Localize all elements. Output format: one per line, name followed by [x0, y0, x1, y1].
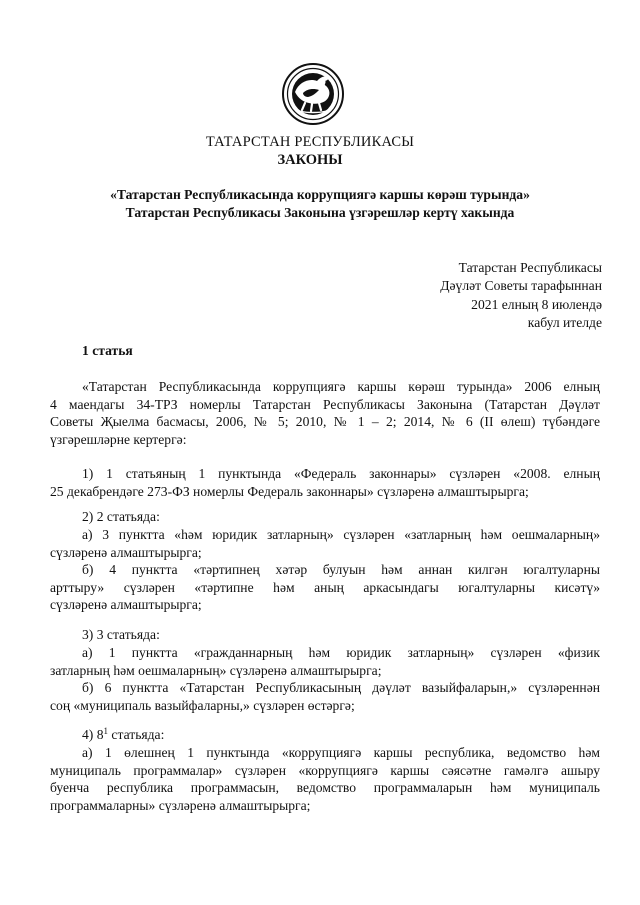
- item-4-heading: [50, 726, 600, 744]
- subject-line-2: Татарстан Республикасы Законына үзгәрешләр кертү хакында: [125, 205, 515, 220]
- article-intro-paragraph: [50, 378, 600, 448]
- item-2b-paragraph: [50, 561, 600, 614]
- text-line: 25 декабрендәге 273-ФЗ номерлы Федераль законнары» сүзләренә алмаштырырга;: [50, 483, 529, 499]
- text-line: а) 3 пунктта «һәм юридик затларның» сүзләрен «затларның һәм оешмаларның»: [82, 527, 600, 542]
- item-3a-paragraph: [50, 644, 600, 679]
- item-4-heading-rest: статьяда:: [108, 727, 165, 742]
- adoption-note: [440, 259, 602, 332]
- text-line: б) 4 пунктта «тәртипнең хәтәр булуын һәм аннан килгән югалтуларны: [82, 562, 600, 577]
- item-4a-paragraph: [50, 744, 600, 814]
- text-line: б) 6 пунктта «Татарстан Республикасының дәүләт вазыйфаларын,» сүзләреннән: [82, 680, 600, 695]
- item-2a-paragraph: [50, 526, 600, 561]
- adoption-line-2: Дәүләт Советы тарафыннан: [440, 278, 602, 294]
- text-line: 4 маендагы 34-ТРЗ номерлы Татарстан Республикасы Законына (Татарстан Дәүләт: [50, 396, 600, 412]
- tatarstan-emblem-icon: [281, 62, 345, 126]
- text-line: 3) 3 статьяда:: [82, 627, 160, 642]
- item-2-heading: [50, 508, 600, 526]
- text-line: Советы Җыелма басмасы, 2006, № 5; 2010, № 1 – 2; 2014, № 6 (II өлеш) түбәндәге: [50, 414, 600, 430]
- text-line: «Татарстан Республикасында коррупциягә каршы көрәш турында» 2006 елның: [82, 379, 600, 394]
- text-line: а) 1 өлешнең 1 пунктында «коррупциягә каршы республика, ведомство һәм: [82, 745, 600, 760]
- adoption-line-3: 2021 елның 8 июлендә: [471, 296, 602, 312]
- adoption-line-4: кабул ителде: [527, 314, 602, 330]
- item-3b-paragraph: [50, 679, 600, 714]
- item-4-heading-superscript: 1: [103, 726, 109, 736]
- text-line: буенча республика программасын, ведомство программаларын һәм муниципаль: [50, 780, 600, 796]
- text-line: сүзләренә алмаштырырга;: [50, 544, 202, 560]
- item-1-paragraph: [50, 465, 600, 500]
- subject-line-1: «Татарстан Республикасында коррупциягә каршы көрәш турында»: [110, 187, 530, 202]
- text-line: сүзләренә алмаштырырга;: [50, 597, 202, 613]
- law-title: ЗАКОНЫ: [277, 152, 343, 168]
- text-line: затларның һәм оешмаларның» сүзләренә алмаштырырга;: [50, 662, 382, 678]
- republic-title: ТАТАРСТАН РЕСПУБЛИКАСЫ: [205, 134, 415, 150]
- text-line: а) 1 пунктта «гражданнарның һәм юридик затларның» сүзләрен «физик: [82, 645, 600, 660]
- adoption-line-1: Татарстан Республикасы: [458, 260, 602, 275]
- law-subject: [40, 186, 600, 222]
- text-line: үзгәрешләрне кертергә:: [50, 431, 187, 447]
- text-line: [82, 726, 600, 744]
- text-line: 1) 1 статьяның 1 пунктында «Федераль законнары» сүзләрен «2008. елның: [82, 466, 600, 481]
- item-4-heading-number: 4) 8: [82, 727, 104, 742]
- text-line: 2) 2 статьяда:: [82, 509, 160, 524]
- item-3-heading: [50, 626, 600, 644]
- text-line: программаларны» сүзләренә алмаштырырга;: [50, 797, 311, 813]
- text-line: соң «муниципаль вазыйфаларны,» сүзләрен өстәргә;: [50, 697, 355, 713]
- text-line: муниципаль программалар» сүзләрен «коррупциягә каршы сәясәтне гамәлгә ашыру: [50, 762, 600, 778]
- article-title: 1 статья: [82, 343, 133, 358]
- text-line: арттыру» сүзләрен «тәртипне һәм аның аркасындагы югалтуларны кисәтү»: [50, 579, 600, 595]
